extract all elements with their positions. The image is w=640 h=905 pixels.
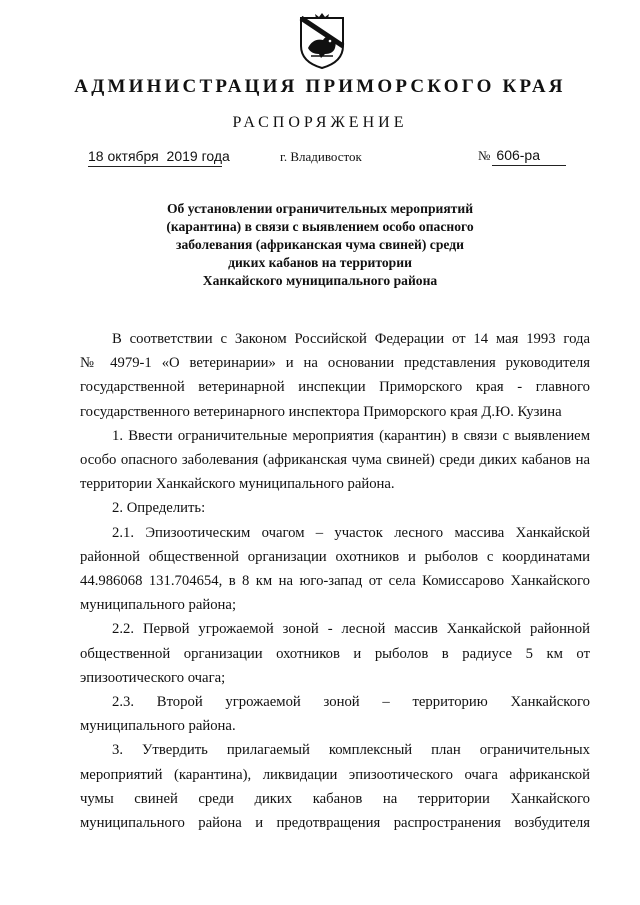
text-line: 3. Утвердить прилагаемый комплексный план ограничительных: [112, 742, 590, 759]
coat-of-arms-emblem: [297, 12, 347, 70]
text-line: 2.2. Первой угрожаемой зоной - лесной массив Ханкайской районной: [112, 621, 590, 638]
document-body: [80, 327, 590, 835]
paragraph-preamble: [80, 327, 590, 424]
text-line: 2.3. Второй угрожаемой зоной – территорию Ханкайского: [112, 694, 590, 711]
text-line: общественной организации охотников и рыболов в радиусе 5 км от: [80, 645, 590, 662]
date-underline: [88, 166, 222, 167]
heading-line: (карантина) в связи с выявлением особо опасного: [166, 219, 474, 234]
text-line: районной общественной организации охотников и рыболов с координатами: [80, 548, 590, 565]
text-line: государственной ветеринарной инспекции Приморского края - главного: [80, 379, 590, 396]
text-line: эпизоотического очага;: [80, 669, 226, 686]
text-line: муниципального района и предотвращения распространения возбудителя: [80, 815, 590, 832]
paragraph-item-3: [80, 738, 590, 835]
document-type: РАСПОРЯЖЕНИЕ: [232, 114, 408, 131]
number-value: 606-ра: [496, 147, 540, 163]
text-line: 2. Определить:: [112, 500, 206, 517]
document-date-text: 18 октября 2019 года: [88, 148, 230, 164]
paragraph-item-2: [80, 496, 590, 520]
text-line: территории Ханкайского муниципального района.: [80, 476, 395, 493]
paragraph-item-2-1: [80, 521, 590, 618]
paragraph-item-1: [80, 424, 590, 497]
text-line: В соответствии с Законом Российской Федерации от 14 мая 1993 года: [112, 331, 590, 347]
organization-title: АДМИНИСТРАЦИЯ ПРИМОРСКОГО КРАЯ: [74, 76, 566, 97]
heading-line: заболевания (африканская чума свиней) среди: [176, 237, 464, 252]
text-line: чумы свиней среди диких кабанов на территории Ханкайского: [80, 790, 590, 807]
heading-line: Об установлении ограничительных мероприятий: [166, 201, 474, 216]
text-line: государственного ветеринарного инспектора Приморского края Д.Ю. Кузина: [80, 403, 562, 420]
text-line: 44.986068 131.704654, в 8 км на юго-запад от села Комиссарово Ханкайского: [80, 573, 590, 590]
document-date: [88, 148, 230, 164]
heading-line: диких кабанов на территории: [228, 255, 412, 270]
text-line: № 4979-1 «О ветеринарии» и на основании представления руководителя: [80, 355, 590, 372]
text-line: 2.1. Эпизоотическим очагом – участок лесного массива Ханкайской: [112, 524, 590, 541]
heading-line: Ханкайского муниципального района: [202, 273, 438, 288]
document-heading: [110, 200, 530, 290]
paragraph-item-2-3: [80, 690, 590, 738]
text-line: особо опасного заболевания (африканская чума свиней) среди диких кабанов на: [80, 452, 590, 469]
paragraph-item-2-2: [80, 617, 590, 690]
text-line: 1. Ввести ограничительные мероприятия (карантин) в связи с выявлением: [112, 427, 590, 444]
text-line: мероприятий (карантина), ликвидации эпизоотического очага африканской: [80, 766, 590, 783]
text-line: муниципального района;: [80, 597, 237, 614]
number-underline: [492, 165, 566, 166]
document-city: г. Владивосток: [280, 149, 362, 164]
text-line: муниципального района.: [80, 718, 236, 735]
document-number: [478, 147, 540, 164]
number-sign: №: [478, 148, 491, 163]
